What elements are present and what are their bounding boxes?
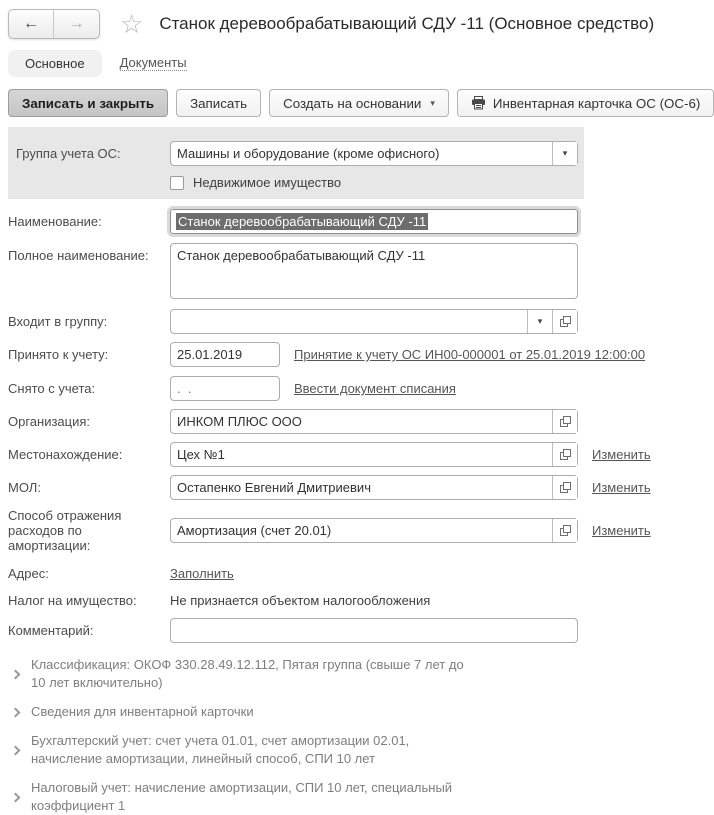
asset-group-label: Группа учета ОС: (16, 146, 121, 161)
section-accounting[interactable] (12, 732, 695, 768)
open-icon (560, 449, 571, 460)
section-inventory-card-info[interactable] (12, 703, 695, 721)
chevron-right-icon (11, 707, 21, 717)
organization-open-button[interactable] (552, 410, 577, 433)
group-value (171, 310, 527, 333)
back-button[interactable] (9, 10, 54, 38)
forward-button[interactable] (54, 10, 99, 38)
asset-group-dropdown-button[interactable] (552, 142, 577, 165)
chevron-right-icon (11, 745, 21, 755)
favorite-star-icon[interactable]: ☆ (120, 9, 144, 39)
location-label: Местонахождение: (8, 447, 123, 462)
accepted-date-input[interactable] (170, 342, 280, 367)
name-selected-text: Станок деревообрабатывающий СДУ -11 (178, 214, 427, 229)
address-label: Адрес: (8, 566, 49, 581)
name-label: Наименование: (8, 214, 102, 229)
mol-open-button[interactable] (552, 476, 577, 499)
save-button[interactable]: Записать (176, 89, 261, 117)
location-change-link[interactable]: Изменить (592, 447, 651, 462)
group-open-button[interactable] (552, 310, 577, 333)
real-estate-checkbox[interactable] (170, 176, 184, 190)
tab-main[interactable]: Основное (8, 50, 102, 77)
real-estate-label: Недвижимое имущество (193, 175, 342, 190)
depreciation-method-label: Способ отражения расходов по амортизации: (8, 508, 122, 553)
organization-row (8, 409, 695, 434)
open-icon (560, 482, 571, 493)
depreciation-method-row (8, 508, 695, 553)
window-header (8, 8, 687, 40)
open-icon (560, 525, 571, 536)
fixed-asset-form (0, 8, 701, 813)
property-tax-row (8, 593, 695, 608)
section-accounting-title: Бухгалтерский учет: счет учета 01.01, счет амортизации 02.01, начисление амортизации, линейный способ, СПИ 10 лет (31, 733, 410, 766)
create-based-on-button[interactable] (269, 89, 449, 117)
group-combobox[interactable] (170, 309, 578, 334)
full-name-row (8, 243, 695, 299)
open-icon (560, 416, 571, 427)
toolbar (8, 89, 701, 117)
location-value: Цех №1 (177, 447, 225, 462)
mol-label: МОЛ: (8, 480, 41, 495)
accepted-document-link[interactable]: Принятие к учету ОС ИН00-000001 от 25.01.2019 12:00:00 (294, 347, 646, 362)
depreciation-method-field[interactable] (170, 518, 578, 543)
section-classification[interactable] (12, 656, 695, 692)
group-label: Входит в группу: (8, 314, 108, 329)
depreciation-method-value: Амортизация (счет 20.01) (177, 523, 332, 538)
group-dropdown-button[interactable] (527, 310, 552, 333)
real-estate-row (16, 175, 584, 190)
organization-label: Организация: (8, 414, 91, 429)
inventory-card-label: Инвентарная карточка ОС (ОС-6) (492, 95, 701, 111)
group-row (8, 309, 695, 334)
removed-label: Снято с учета: (8, 381, 96, 396)
accepted-row (8, 342, 695, 367)
asset-group-row (16, 141, 584, 166)
section-tax-accounting[interactable] (12, 779, 695, 815)
asset-group-value: Машины и оборудование (кроме офисного) (177, 146, 440, 161)
history-nav (8, 9, 100, 39)
tab-bar (8, 48, 687, 78)
page-title: Станок деревообрабатывающий СДУ -11 (Основное средство) (159, 14, 655, 33)
comment-label: Комментарий: (8, 623, 94, 638)
chevron-down-icon: ▾ (562, 148, 568, 158)
property-tax-label: Налог на имущество: (8, 593, 137, 608)
mol-row (8, 475, 695, 500)
section-tax-accounting-title: Налоговый учет: начисление амортизации, СПИ 10 лет, специальный коэффициент 1 (31, 780, 453, 813)
removed-row (8, 376, 695, 401)
location-open-button[interactable] (552, 443, 577, 466)
asset-group-panel (8, 127, 584, 199)
address-fill-link[interactable]: Заполнить (170, 566, 234, 581)
mol-value: Остапенко Евгений Дмитриевич (177, 480, 371, 495)
comment-input[interactable] (170, 618, 578, 643)
back-arrow-icon: ← (23, 15, 39, 32)
mol-change-link[interactable]: Изменить (592, 480, 651, 495)
section-inventory-card-title: Сведения для инвентарной карточки (31, 704, 254, 719)
accepted-label: Принято к учету: (8, 347, 109, 362)
comment-row (8, 618, 695, 643)
create-based-on-label: Создать на основании (283, 95, 422, 111)
property-tax-value: Не признается объектом налогообложения (170, 593, 431, 608)
section-classification-title: Классификация: ОКОФ 330.28.49.12.112, Пятая группа (свыше 7 лет до 10 лет включительно) (31, 657, 464, 690)
chevron-down-icon: ▾ (537, 316, 543, 326)
save-and-close-button[interactable]: Записать и закрыть (8, 89, 168, 117)
full-name-label: Полное наименование: (8, 248, 149, 263)
organization-value: ИНКОМ ПЛЮС ООО (177, 414, 302, 429)
location-row (8, 442, 695, 467)
chevron-right-icon (11, 669, 21, 679)
removed-date-input[interactable] (170, 376, 280, 401)
location-field[interactable] (170, 442, 578, 467)
asset-group-combobox[interactable] (170, 141, 578, 166)
organization-field[interactable] (170, 409, 578, 434)
tab-documents[interactable]: Документы (119, 55, 187, 70)
depreciation-method-open-button[interactable] (552, 519, 577, 542)
mol-field[interactable] (170, 475, 578, 500)
writeoff-document-link[interactable]: Ввести документ списания (294, 381, 456, 396)
forward-arrow-icon: → (68, 15, 85, 32)
chevron-right-icon (11, 792, 21, 802)
address-row (8, 566, 695, 581)
inventory-card-button[interactable] (457, 89, 714, 117)
chevron-down-icon: ▾ (430, 97, 435, 108)
collapsible-sections (12, 656, 695, 815)
name-row (8, 209, 695, 234)
full-name-textarea[interactable] (170, 243, 578, 299)
open-icon (560, 316, 571, 327)
depreciation-method-change-link[interactable]: Изменить (592, 523, 651, 538)
printer-icon (471, 96, 486, 110)
name-input[interactable] (170, 209, 578, 234)
